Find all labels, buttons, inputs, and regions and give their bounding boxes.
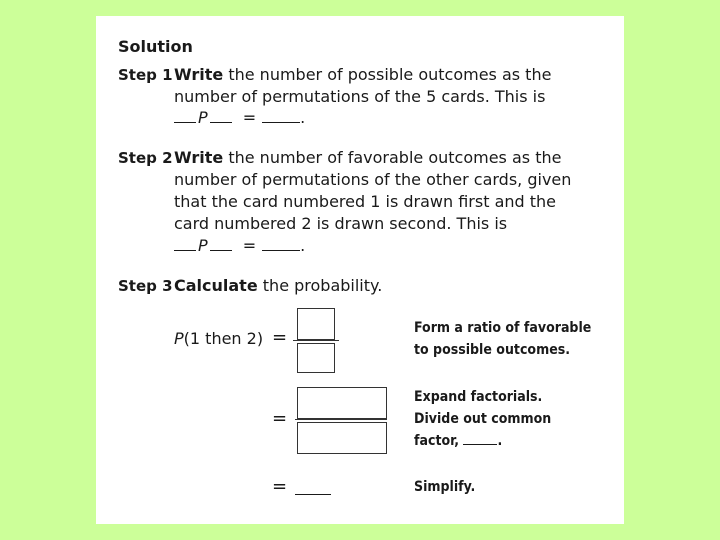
step1-n-blank[interactable] <box>174 108 196 123</box>
step2-verb: Write <box>174 148 224 167</box>
step2-line1-text: the number of favorable outcomes as the <box>223 148 562 167</box>
note-expand-line1: Expand factorials. <box>414 389 543 405</box>
step1-result-blank[interactable] <box>262 108 300 123</box>
note-form-ratio <box>414 317 591 361</box>
note-expand-line3 <box>414 430 551 452</box>
step1-line1 <box>174 65 551 84</box>
expanded-numerator-box[interactable] <box>297 387 387 419</box>
worksheet-page <box>96 16 624 524</box>
fraction-bar-1 <box>293 340 339 341</box>
note-factor-label: factor, <box>414 433 460 449</box>
common-factor-blank[interactable] <box>463 432 497 445</box>
step2-equals: = <box>242 236 257 255</box>
step2-permutation-expression <box>174 236 305 255</box>
step3-line1 <box>174 276 382 295</box>
second-equals: = <box>272 408 288 429</box>
step2-n-blank[interactable] <box>174 236 196 251</box>
expanded-denominator-box[interactable] <box>297 422 387 454</box>
probability-argument: (1 then 2) <box>183 329 264 348</box>
possible-denominator-box[interactable] <box>297 343 335 373</box>
step2-line3: that the card numbered 1 is drawn first and the <box>174 192 557 211</box>
third-equals: = <box>272 476 288 497</box>
note-expand-line2: Divide out common <box>414 411 552 427</box>
note-simplify: Simplify. <box>414 479 476 495</box>
step1-equals: = <box>242 108 257 127</box>
step2-result-blank[interactable] <box>262 236 300 251</box>
note-expand <box>414 386 551 452</box>
probability-p-symbol: P <box>174 329 184 348</box>
step2-period: . <box>300 236 306 255</box>
step1-line2: number of permutations of the 5 cards. This is <box>174 87 546 106</box>
step1-verb: Write <box>174 65 224 84</box>
step2-line1 <box>174 148 561 167</box>
step2-line2: number of permutations of the other cards, given <box>174 170 572 189</box>
step2-p-symbol: P <box>198 236 208 255</box>
probability-expression <box>174 329 263 348</box>
step1-line1-text: the number of possible outcomes as the <box>223 65 552 84</box>
step1-label: Step 1 <box>118 66 173 84</box>
fraction-bar-2 <box>295 419 387 420</box>
step3-label: Step 3 <box>118 277 173 295</box>
step1-permutation-expression <box>174 108 305 127</box>
step2-label: Step 2 <box>118 149 173 167</box>
note-form-ratio-line1: Form a ratio of favorable <box>414 320 592 336</box>
step2-r-blank[interactable] <box>210 236 232 251</box>
step1-r-blank[interactable] <box>210 108 232 123</box>
step1-period: . <box>300 108 306 127</box>
step2-line4: card numbered 2 is drawn second. This is <box>174 214 508 233</box>
step3-line1-text: the probability. <box>257 276 383 295</box>
step1-p-symbol: P <box>198 108 208 127</box>
final-answer-blank[interactable] <box>295 494 331 495</box>
solution-heading: Solution <box>118 37 193 56</box>
step3-verb: Calculate <box>174 276 258 295</box>
first-equals: = <box>272 327 288 348</box>
favorable-numerator-box[interactable] <box>297 308 335 340</box>
note-form-ratio-line2: to possible outcomes. <box>414 342 571 358</box>
note-factor-period: . <box>497 433 503 449</box>
